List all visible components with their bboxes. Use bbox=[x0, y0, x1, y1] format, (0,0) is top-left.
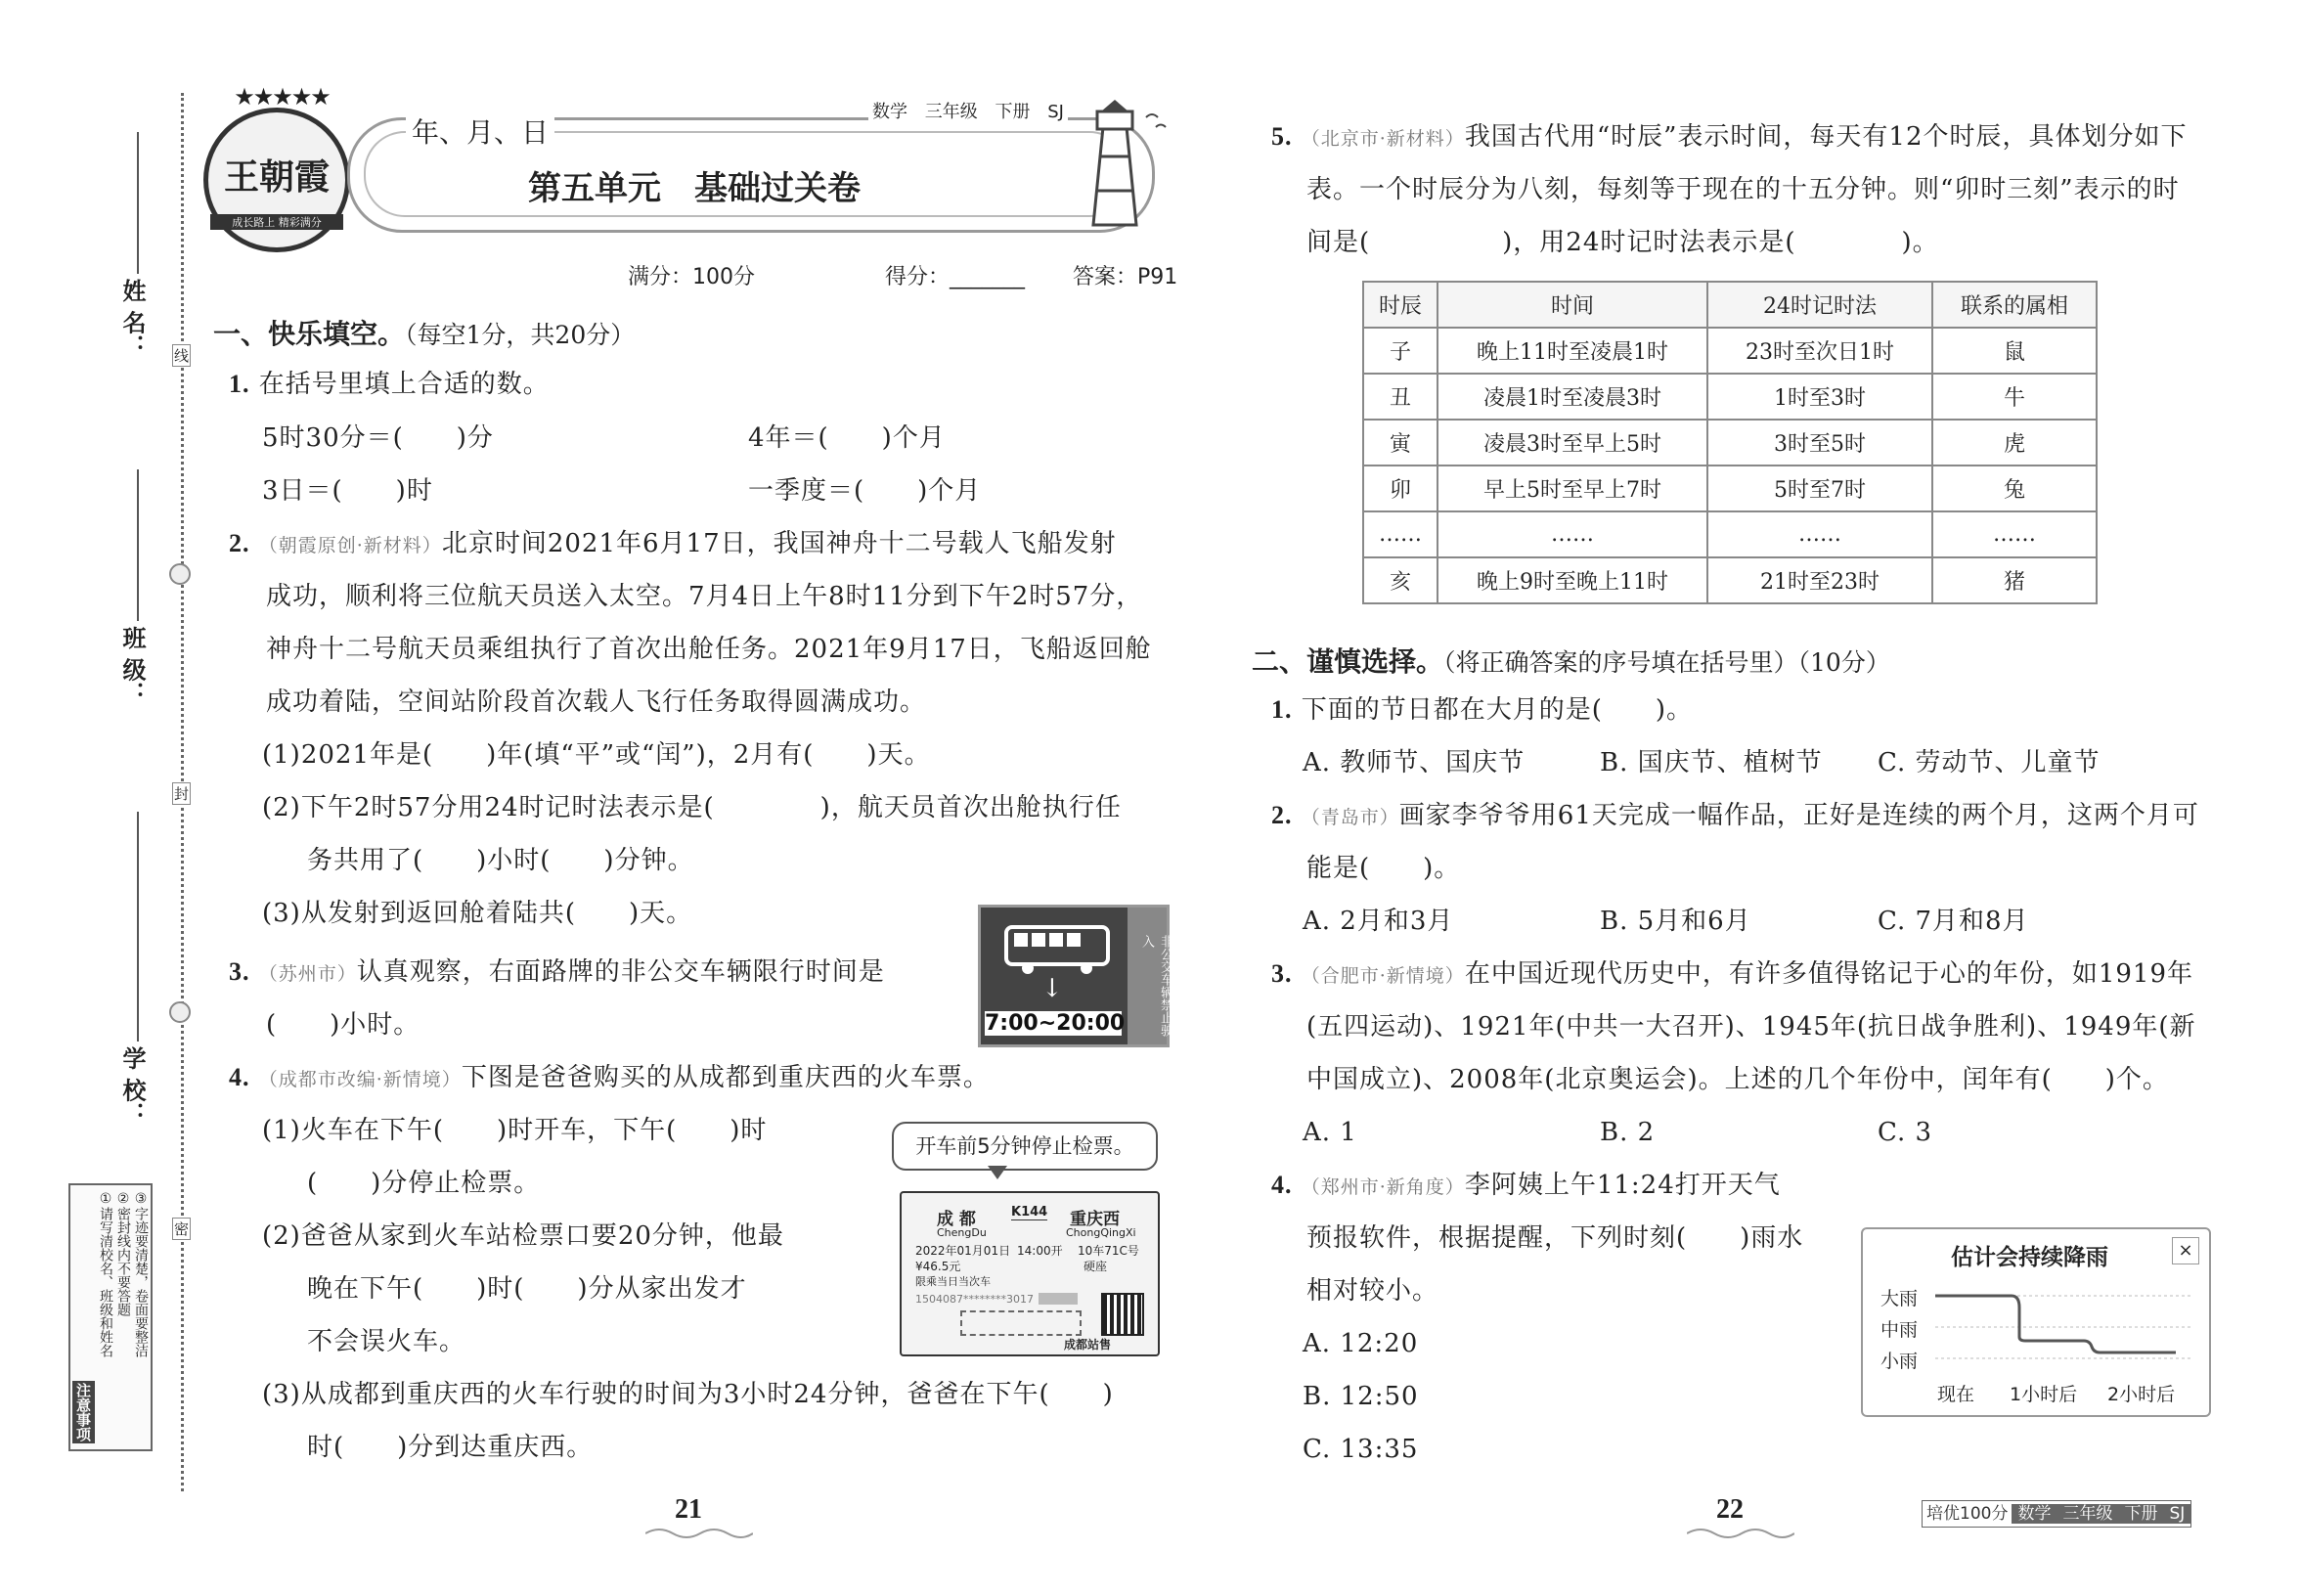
table-row bbox=[1363, 511, 2097, 557]
time-label: 1小时后 bbox=[2010, 1384, 2078, 1405]
hole-icon bbox=[169, 563, 191, 585]
book-info-bar bbox=[1922, 1500, 2191, 1528]
table-cell: 1时至3时 bbox=[1707, 374, 1932, 420]
cut-char-1: 线 bbox=[172, 344, 191, 367]
table-row bbox=[1363, 328, 2097, 374]
q1-5-tag: （北京市·新材料） bbox=[1301, 128, 1465, 150]
q1-2-line bbox=[229, 528, 1117, 561]
time-label: 现在 bbox=[1937, 1384, 1975, 1405]
table-cell: 子 bbox=[1363, 328, 1438, 374]
brand-slogan: 成长路上 精彩满分 bbox=[210, 214, 343, 230]
q2-1-option-b: B. 国庆节、植树节 bbox=[1600, 748, 1823, 777]
qr-code-icon bbox=[1103, 1295, 1142, 1334]
notice-item: ①请写清校名、班级和姓名 bbox=[98, 1191, 113, 1357]
ticket-date: 2022年01月01日 bbox=[915, 1244, 1011, 1258]
notice-box bbox=[68, 1183, 153, 1451]
rain-trend-line bbox=[1935, 1296, 2176, 1352]
table-cell: 亥 bbox=[1363, 557, 1438, 603]
q1-1-text: 在括号里填上合适的数。 bbox=[258, 370, 550, 399]
q1-2-number: 2. bbox=[229, 529, 250, 557]
q2-3-tag: （合肥市·新情境） bbox=[1301, 965, 1465, 987]
volume: 下册 bbox=[995, 102, 1031, 122]
page-title: 第五单元 基础过关卷 bbox=[528, 169, 861, 208]
table-header: 时间 bbox=[1438, 282, 1707, 328]
q2-2-tag: （青岛市） bbox=[1301, 807, 1399, 828]
ticket-from-pinyin: ChengDu bbox=[937, 1226, 987, 1239]
table-cell: …… bbox=[1363, 511, 1438, 557]
section2-title bbox=[1252, 641, 1890, 680]
table-header: 24时记时法 bbox=[1707, 282, 1932, 328]
q1-1-item: 3日＝( )时 bbox=[262, 476, 433, 506]
table-row bbox=[1363, 557, 2097, 603]
q1-4-sub: ( )分停止检票。 bbox=[307, 1169, 541, 1198]
q1-4-sub: (2)爸爸从家到火车站检票口要20分钟，他最 bbox=[262, 1221, 784, 1251]
full-score: 满分：100分 bbox=[628, 265, 755, 289]
ticket-to-pinyin: ChongQingXi bbox=[1066, 1226, 1136, 1239]
page-number-right: 22 bbox=[1716, 1494, 1744, 1525]
name-label: 姓 名： bbox=[118, 279, 146, 358]
table-cell: 23时至次日1时 bbox=[1707, 328, 1932, 374]
answer-ref: 答案：P91 bbox=[1073, 265, 1178, 289]
q2-4-line bbox=[1271, 1170, 1781, 1203]
book-subject: 数学 bbox=[2012, 1504, 2057, 1524]
train-ticket bbox=[900, 1191, 1160, 1356]
q2-4-option-c: C. 13:35 bbox=[1303, 1435, 1419, 1464]
q1-4-line bbox=[229, 1062, 990, 1095]
q2-3-option-b: B. 2 bbox=[1600, 1118, 1656, 1147]
level-label: 小雨 bbox=[1880, 1351, 1919, 1372]
ticket-price: ¥46.5元 bbox=[915, 1260, 961, 1273]
q2-4-tag: （郑州市·新角度） bbox=[1301, 1176, 1465, 1198]
table-cell: 5时至7时 bbox=[1707, 466, 1932, 511]
ticket-seat: 10车71C号 bbox=[1078, 1244, 1139, 1258]
ticket-from: 成 都 bbox=[937, 1210, 976, 1229]
page-number-left: 21 bbox=[675, 1494, 702, 1525]
q2-2-option-b: B. 5月和6月 bbox=[1600, 907, 1751, 936]
q1-1-item: 4年＝( )个月 bbox=[748, 423, 946, 453]
table-row bbox=[1363, 420, 2097, 466]
wave-ornament-icon bbox=[1687, 1526, 1794, 1541]
q1-3-text: 认真观察，右面路牌的非公交车辆限行时间是 bbox=[356, 957, 885, 987]
ticket-note: 限乘当日当次车 bbox=[915, 1275, 991, 1288]
q1-2-line: 神舟十二号航天员乘组执行了首次出舱任务。2021年9月17日，飞船返回舱 bbox=[266, 635, 1152, 664]
edition: SJ bbox=[1047, 102, 1064, 122]
shichen-table bbox=[1362, 281, 2098, 604]
q1-3-tag: （苏州市） bbox=[258, 963, 357, 985]
q1-2-line: 成功着陆，空间站阶段首次载人飞行任务取得圆满成功。 bbox=[266, 687, 927, 717]
arrow-down-icon: ↓ bbox=[1041, 974, 1063, 1003]
q1-3-number: 3. bbox=[229, 957, 250, 986]
rain-forecast-card bbox=[1861, 1227, 2211, 1417]
ticket-time: 14:00开 bbox=[1017, 1244, 1063, 1258]
q2-3-option-a: A. 1 bbox=[1303, 1118, 1357, 1147]
brand-name: 王朝霞 bbox=[223, 156, 330, 198]
q2-4-option-b: B. 12:50 bbox=[1303, 1382, 1419, 1411]
q1-2-line: 成功，顺利将三位航天员送入太空。7月4日上午8时11分到下午2时57分， bbox=[266, 582, 1143, 611]
q1-4-sub: (1)火车在下午( )时开车，下午( )时 bbox=[262, 1116, 768, 1145]
q2-1-line bbox=[1271, 694, 1693, 726]
q2-3-number: 3. bbox=[1271, 959, 1293, 988]
q2-3-option-c: C. 3 bbox=[1878, 1118, 1933, 1147]
level-label: 大雨 bbox=[1880, 1288, 1919, 1309]
q2-4-number: 4. bbox=[1271, 1171, 1293, 1199]
ticket-blur bbox=[1039, 1293, 1078, 1305]
q2-1-number: 1. bbox=[1271, 695, 1293, 724]
q2-2-line: 能是( )。 bbox=[1306, 854, 1461, 883]
ticket-seat-type: 硬座 bbox=[1084, 1260, 1108, 1273]
table-cell: …… bbox=[1707, 511, 1932, 557]
q2-3-line: 中国成立)、2008年(北京奥运会)。上述的几个年份中，闰年有( )个。 bbox=[1306, 1065, 2169, 1094]
ticket-to: 重庆西 bbox=[1070, 1210, 1120, 1229]
q1-4-number: 4. bbox=[229, 1063, 250, 1091]
q1-1-item: 5时30分＝( )分 bbox=[262, 423, 494, 453]
q1-5-number: 5. bbox=[1271, 122, 1293, 151]
table-cell: 晚上9时至晚上11时 bbox=[1438, 557, 1707, 603]
star-icon: ★★★★★ bbox=[234, 83, 330, 111]
q1-4-sub: 时( )分到达重庆西。 bbox=[307, 1433, 594, 1462]
q1-1-number: 1. bbox=[229, 370, 250, 398]
table-cell: 鼠 bbox=[1932, 328, 2097, 374]
table-cell: 凌晨1时至凌晨3时 bbox=[1438, 374, 1707, 420]
q1-4-sub: 晚在下午( )时( )分从家出发才 bbox=[307, 1274, 747, 1304]
table-header: 时辰 bbox=[1363, 282, 1438, 328]
book-volume: 下册 bbox=[2118, 1504, 2163, 1524]
q1-2-sub: (3)从发射到返回舱着陆共( )天。 bbox=[262, 899, 693, 928]
q1-1-prompt bbox=[229, 369, 550, 400]
q2-3-text: 在中国近现代历史中，有许多值得铭记于心的年份，如1919年 bbox=[1464, 959, 2193, 989]
q1-2-text: 北京时间2021年6月17日，我国神舟十二号载人飞船发射 bbox=[441, 529, 1117, 558]
q1-5-line bbox=[1271, 121, 2187, 155]
q2-4-line: 预报软件，根据提醒，下列时刻( )雨水 bbox=[1306, 1223, 1804, 1253]
notice-item: ②密封线内不要答题 bbox=[115, 1191, 131, 1316]
table-cell: 3时至5时 bbox=[1707, 420, 1932, 466]
table-row bbox=[1363, 374, 2097, 420]
q1-1-item: 一季度＝( )个月 bbox=[748, 476, 982, 506]
ticket-dashed-box bbox=[960, 1310, 1082, 1336]
notice-item: ③字迹要清楚，卷面要整洁 bbox=[133, 1191, 149, 1357]
q1-2-sub: 务共用了( )小时( )分钟。 bbox=[307, 846, 694, 875]
table-cell: 晚上11时至凌晨1时 bbox=[1438, 328, 1707, 374]
q2-3-line bbox=[1271, 958, 2193, 992]
wave-ornament-icon bbox=[645, 1526, 753, 1541]
class-line bbox=[137, 469, 139, 621]
q1-2-tag: （朝霞原创·新材料） bbox=[258, 535, 442, 556]
brand-logo bbox=[203, 83, 350, 252]
class-label: 班 级： bbox=[118, 626, 146, 705]
subject-info bbox=[868, 98, 1068, 123]
q1-5-line: 间是( )，用24时记时法表示是( )。 bbox=[1306, 228, 1939, 257]
q1-3-line bbox=[229, 956, 885, 990]
q2-4-line: 相对较小。 bbox=[1306, 1276, 1439, 1306]
table-cell: 虎 bbox=[1932, 420, 2097, 466]
q2-4-text: 李阿姨上午11:24打开天气 bbox=[1464, 1171, 1781, 1200]
q2-1-option-c: C. 劳动节、儿童节 bbox=[1878, 748, 2101, 777]
cut-char-2: 封 bbox=[172, 782, 191, 805]
rain-intensity-graph bbox=[1931, 1284, 2195, 1372]
q2-2-number: 2. bbox=[1271, 801, 1293, 829]
table-cell: …… bbox=[1932, 511, 2097, 557]
section2-heading: 二、谨慎选择。 bbox=[1252, 645, 1444, 678]
sign-side-panel bbox=[1128, 908, 1172, 1044]
q1-4-sub: 不会误火车。 bbox=[307, 1327, 466, 1356]
ticket-train: K144 bbox=[1011, 1205, 1048, 1219]
section1-heading: 一、快乐填空。 bbox=[213, 318, 406, 350]
q1-4-sub: (3)从成都到重庆西的火车行驶的时间为3小时24分钟，爸爸在下午( ) bbox=[262, 1380, 1114, 1409]
q1-5-text: 我国古代用“时辰”表示时间，每天有12个时辰，具体划分如下 bbox=[1464, 122, 2188, 152]
q2-1-text: 下面的节日都在大月的是( )。 bbox=[1301, 695, 1694, 725]
q2-4-option-a: A. 12:20 bbox=[1303, 1329, 1419, 1358]
book-edition: SJ bbox=[2163, 1504, 2190, 1524]
table-cell: 丑 bbox=[1363, 374, 1438, 420]
book-grade: 三年级 bbox=[2057, 1504, 2118, 1524]
table-row bbox=[1363, 466, 2097, 511]
table-cell: 21时至23时 bbox=[1707, 557, 1932, 603]
q1-5-line: 表。一个时辰分为八刻，每刻等于现在的十五分钟。则“卯时三刻”表示的时 bbox=[1306, 175, 2180, 204]
section1-title bbox=[213, 313, 635, 352]
notice-title: 注意事项 bbox=[72, 1381, 95, 1443]
q2-1-option-a: A. 教师节、国庆节 bbox=[1303, 748, 1526, 777]
q1-4-tag: （成都市改编·新情境） bbox=[258, 1069, 462, 1090]
table-cell: 卯 bbox=[1363, 466, 1438, 511]
q2-2-line bbox=[1271, 800, 2199, 833]
close-icon[interactable]: × bbox=[2172, 1237, 2199, 1264]
table-cell: 寅 bbox=[1363, 420, 1438, 466]
table-header-row bbox=[1363, 282, 2097, 328]
q2-2-option-c: C. 7月和8月 bbox=[1878, 907, 2029, 936]
ticket-station: 成都站售 bbox=[1064, 1338, 1112, 1352]
cut-char-3: 密 bbox=[172, 1218, 191, 1240]
subject: 数学 bbox=[872, 102, 907, 122]
table-cell: 早上5时至早上7时 bbox=[1438, 466, 1707, 511]
sign-time: 7:00~20:00 bbox=[985, 1011, 1126, 1036]
table-cell: 猪 bbox=[1932, 557, 2097, 603]
level-label: 中雨 bbox=[1880, 1319, 1919, 1341]
speech-bubble: 开车前5分钟停止检票。 bbox=[892, 1122, 1158, 1171]
bus-lane-sign bbox=[978, 905, 1170, 1047]
school-line bbox=[137, 812, 139, 1042]
q1-4-text: 下图是爸爸购买的从成都到重庆西的火车票。 bbox=[461, 1063, 990, 1092]
time-label: 2小时后 bbox=[2107, 1384, 2176, 1405]
grade: 三年级 bbox=[924, 102, 978, 122]
section1-note: （每空1分，共20分） bbox=[405, 321, 636, 349]
table-cell: 牛 bbox=[1932, 374, 2097, 420]
book-series: 培优100分 bbox=[1923, 1504, 2012, 1524]
q2-2-option-a: A. 2月和3月 bbox=[1303, 907, 1454, 936]
hole-icon bbox=[169, 1001, 191, 1023]
date-text: 年、月、日 bbox=[406, 111, 554, 151]
score-label: 得分：_______ bbox=[885, 265, 1026, 289]
table-header: 联系的属相 bbox=[1932, 282, 2097, 328]
q2-2-text: 画家李爷爷用61天完成一幅作品，正好是连续的两个月，这两个月可 bbox=[1398, 801, 2199, 830]
q1-2-sub: (2)下午2时57分用24时记时法表示是( )，航天员首次出舱执行任 bbox=[262, 793, 1122, 822]
section2-note: （将正确答案的序号填在括号里）（10分） bbox=[1443, 648, 1890, 677]
forecast-title: 估计会持续降雨 bbox=[1951, 1245, 2108, 1270]
q1-3-line: ( )小时。 bbox=[266, 1010, 420, 1040]
table-cell: 凌晨3时至早上5时 bbox=[1438, 420, 1707, 466]
school-label: 学 校： bbox=[118, 1046, 146, 1126]
q1-2-sub: (1)2021年是( )年(填“平”或“闰”)，2月有( )天。 bbox=[262, 740, 931, 770]
q2-3-line: (五四运动)、1921年(中共一大召开)、1945年(抗日战争胜利)、1949年(新 bbox=[1306, 1012, 2196, 1042]
sign-side-text: 非公交车辆禁止驶入 bbox=[1139, 935, 1172, 1037]
table-cell: …… bbox=[1438, 511, 1707, 557]
ticket-id-line: 1504087********3017 bbox=[915, 1293, 1034, 1306]
table-cell: 兔 bbox=[1932, 466, 2097, 511]
bubble-tail bbox=[988, 1166, 1007, 1179]
lighthouse-icon bbox=[1066, 98, 1173, 230]
name-line bbox=[137, 132, 139, 274]
